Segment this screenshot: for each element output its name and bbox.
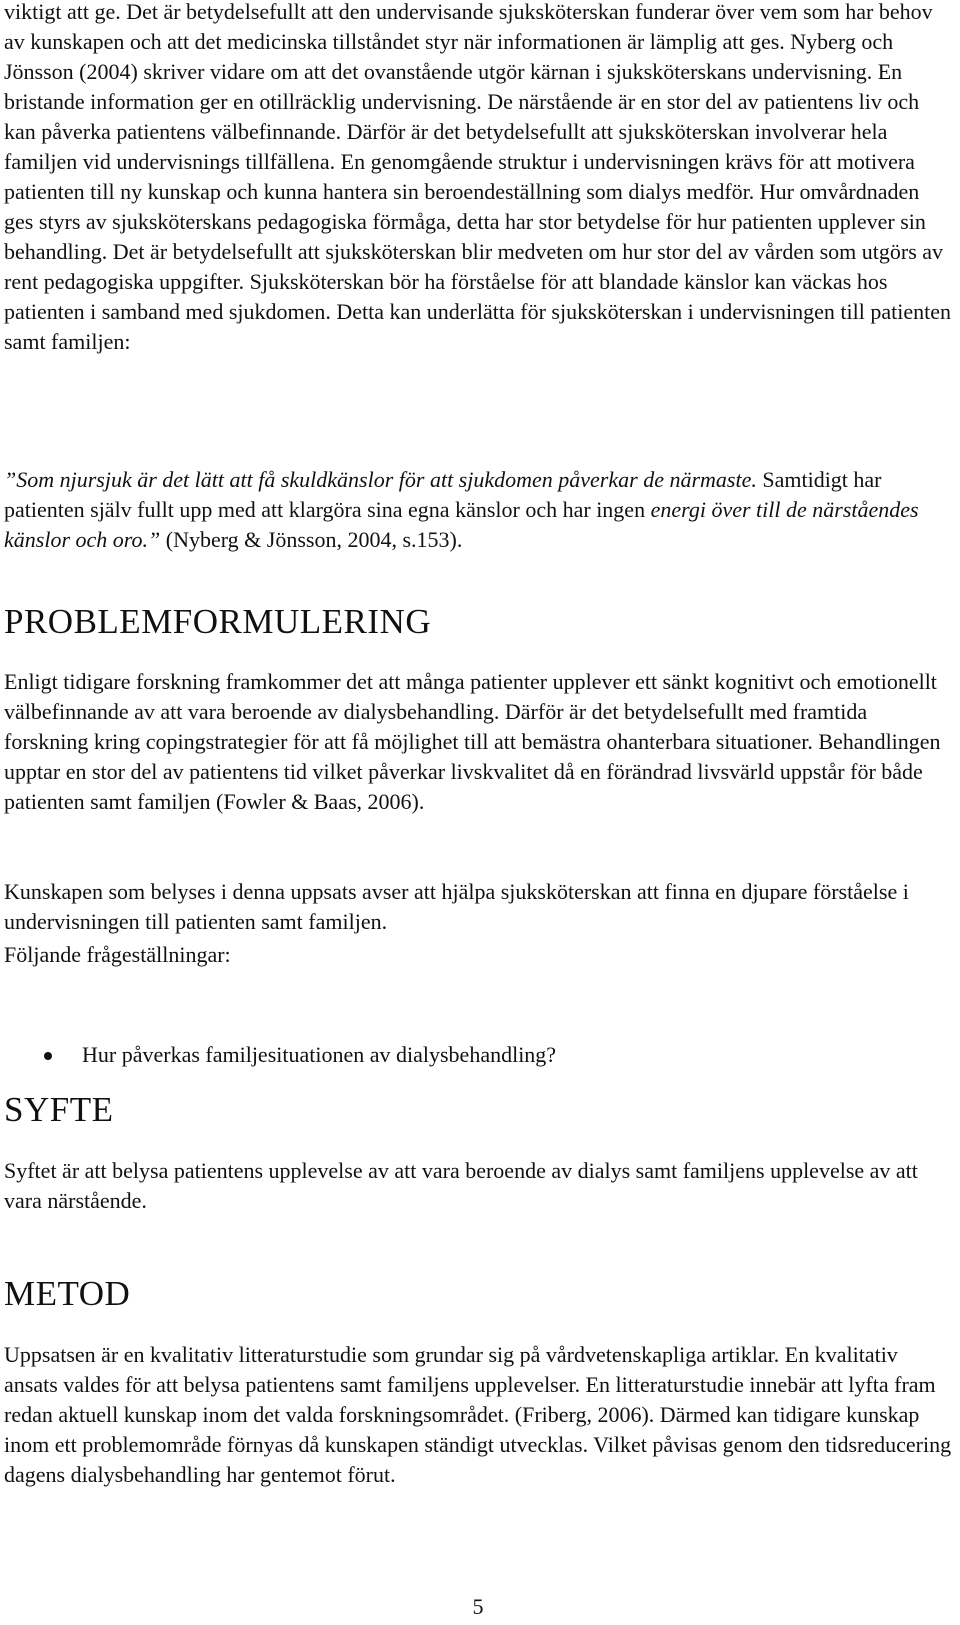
- question-text: Hur påverkas familjesituationen av dialysbehandling?: [82, 1042, 557, 1067]
- questions-label: Följande frågeställningar:: [4, 942, 231, 967]
- list-item: [4, 1040, 952, 1070]
- document-page: [4, 0, 952, 1625]
- problem-paragraph-2: Kunskapen som belyses i denna uppsats avser att hjälpa sjuksköterskan att finna en djupare förståelse i undervisningen till patienten samt familjen.: [4, 879, 909, 934]
- metod-paragraph: Uppsatsen är en kvalitativ litteraturstudie som grundar sig på vårdvetenskapliga artiklar. En kvalitativ ansats valdes för att belysa patientens samt familjens upplevelser. En litteraturstudie innebär att lyfta fram redan aktuell kunskap inom det valda forskningsområdet. (Friberg, 2006). Därmed kan tidigare kunskap inom ett problemområde förnyas då kunskapen ständigt utvecklas. Vilket påvisas genom den tidsreducering dagens dialysbehandling har gentemot förut.: [4, 1342, 952, 1487]
- intro-paragraph: viktigt att ge. Det är betydelsefullt att den undervisande sjuksköterskan funderar över vem som har behov av kunskapen och att det medicinska tillståndet styr när informationen är lämplig att ges. Nyberg och Jönsson (2004) skriver vidare om att det ovanstående utgör kärnan i sjuksköterskans undervisning. En bristande information ger en otillräcklig undervisning. De närstående är en stor del av patientens liv och kan påverka patientens välbefinnande. Därför är det betydelsefullt att sjuksköterskan involverar hela familjen vid undervisnings tillfällena. En genomgående struktur i undervisningen krävs för att motivera patienten till ny kunskap och kunna hantera sin beroendeställning som dialys medför. Hur omvårdnaden ges styrs av sjuksköterskans pedagogiska förmåga, detta har stor betydelse för hur patienten upplever sin behandling. Det är betydelsefullt att sjuksköterskan blir medveten om hur stor del av vården som utgörs av rent pedagogiska uppgifter. Sjuksköterskan bör ha förståelse för att blandade känslor kan väckas hos patienten i samband med sjukdomen. Detta kan underlätta för sjuksköterskan i undervisningen till patienten samt familjen:: [4, 0, 951, 354]
- questions-list: [4, 1040, 952, 1070]
- heading-metod: METOD: [4, 1274, 131, 1313]
- problem-paragraph-1: Enligt tidigare forskning framkommer det att många patienter upplever ett sänkt kognitivt och emotionellt välbefinnande av att vara beroende av dialysbehandling. Därför är det betydelsefullt med framtida forskning kring copingstrategier för att få möjlighet till att bemästra ohanterbara situationer. Behandlingen upptar en stor del av patientens tid vilket påverkar livskvalitet då en förändrad livsvärld uppstår för både patienten samt familjen (Fowler & Baas, 2006).: [4, 669, 941, 814]
- heading-problemformulering: PROBLEMFORMULERING: [4, 602, 432, 641]
- syfte-paragraph: Syftet är att belysa patientens upplevelse av att vara beroende av dialys samt familjens upplevelse av att vara närstående.: [4, 1158, 918, 1213]
- page-number: 5: [472, 1594, 484, 1619]
- quote-citation: (Nyberg & Jönsson, 2004, s.153).: [160, 527, 463, 552]
- quote-italic-tail: energi över till de närståendes känslor och oro.”: [4, 497, 919, 552]
- bullet-icon: [44, 1052, 52, 1060]
- quote-middle: Samtidigt har patienten själv fullt upp med att klargöra sina egna känslor och har ingen: [4, 467, 882, 522]
- heading-syfte: SYFTE: [4, 1090, 114, 1129]
- quote-lead: ”Som njursjuk är det lätt att få skuldkänslor för att sjukdomen påverkar de närmaste.: [4, 467, 757, 492]
- block-quote: [4, 465, 952, 555]
